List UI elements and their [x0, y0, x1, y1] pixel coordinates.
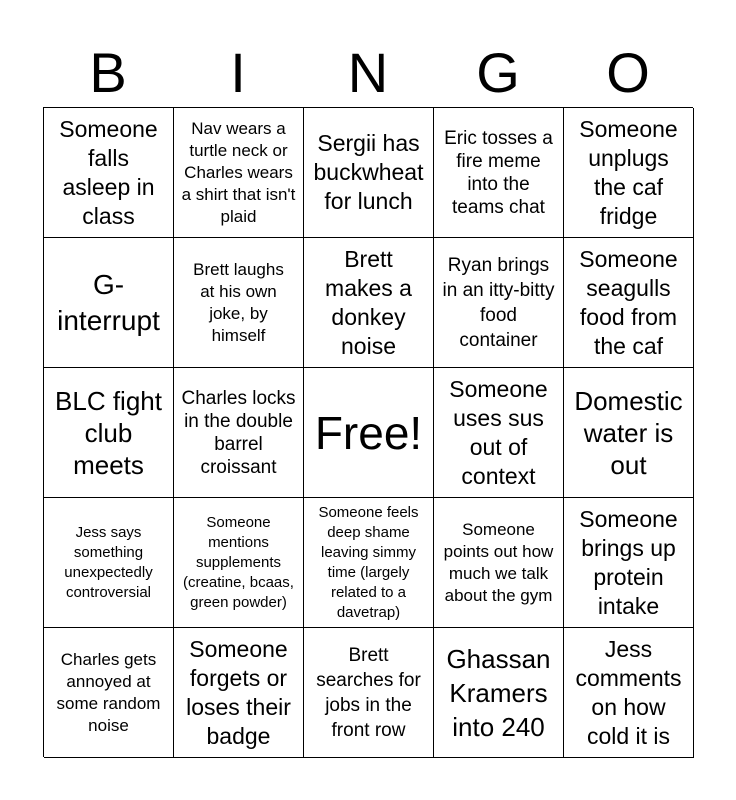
- bingo-cell[interactable]: [44, 368, 174, 498]
- cell-text: Someone falls asleep in class: [59, 115, 158, 229]
- cell-text: Jess says something unexpectedly controversial: [64, 523, 153, 601]
- bingo-cell[interactable]: [564, 368, 694, 498]
- cell-text: Domestic water is out: [574, 385, 683, 480]
- cell-text: Ryan brings in an itty-bitty food container: [442, 254, 555, 351]
- bingo-cell[interactable]: [564, 108, 694, 238]
- bingo-cell[interactable]: [44, 498, 174, 628]
- cell-text: Brett searches for jobs in the front row: [316, 644, 421, 741]
- cell-text: Someone unplugs the caf fridge: [579, 115, 678, 229]
- cell-text: Sergii has buckwheat for lunch: [313, 130, 424, 214]
- bingo-cell[interactable]: [564, 498, 694, 628]
- cell-text: Someone brings up protein intake: [579, 505, 678, 619]
- bingo-header: [43, 40, 693, 106]
- bingo-cell[interactable]: [564, 628, 694, 758]
- bingo-cell[interactable]: [564, 238, 694, 368]
- cell-text: Eric tosses a fire meme into the teams chat: [444, 127, 553, 218]
- cell-text: Brett makes a donkey noise: [325, 245, 412, 359]
- cell-text: G-interrupt: [57, 268, 160, 336]
- cell-text: Someone mentions supplements (creatine, bcaas, green powder): [183, 513, 294, 611]
- bingo-cell[interactable]: [434, 238, 564, 368]
- bingo-cell[interactable]: [44, 108, 174, 238]
- bingo-cell[interactable]: [434, 108, 564, 238]
- bingo-cell[interactable]: [174, 108, 304, 238]
- cell-text: Someone seagulls food from the caf: [579, 245, 678, 359]
- bingo-cell[interactable]: [174, 238, 304, 368]
- header-letter-b: B: [89, 41, 127, 104]
- bingo-cell[interactable]: [44, 628, 174, 758]
- cell-text: Free!: [314, 406, 423, 459]
- free-space[interactable]: [304, 368, 434, 498]
- bingo-cell[interactable]: [304, 628, 434, 758]
- cell-text: Someone forgets or loses their badge: [186, 635, 291, 749]
- cell-text: Jess comments on how cold it is: [575, 635, 682, 749]
- bingo-cell[interactable]: [304, 238, 434, 368]
- bingo-cell[interactable]: [434, 368, 564, 498]
- bingo-cell[interactable]: [174, 498, 304, 628]
- header-letter-o: O: [606, 41, 650, 104]
- bingo-cell[interactable]: [304, 498, 434, 628]
- bingo-cell[interactable]: [174, 368, 304, 498]
- bingo-cell[interactable]: [434, 628, 564, 758]
- cell-text: Someone feels deep shame leaving simmy time (largely related to a davetrap): [318, 503, 419, 621]
- header-letter-n: N: [347, 41, 389, 104]
- cell-text: Ghassan Kramers into 240: [446, 643, 551, 742]
- cell-text: Nav wears a turtle neck or Charles wears a shirt that isn't plaid: [181, 118, 296, 226]
- cell-text: Charles locks in the double barrel croissant: [181, 387, 296, 478]
- header-letter-i: I: [230, 41, 246, 104]
- cell-text: Someone points out how much we talk about the gym: [443, 519, 554, 605]
- bingo-cell[interactable]: [304, 108, 434, 238]
- bingo-cell[interactable]: [434, 498, 564, 628]
- bingo-board: [43, 107, 693, 757]
- bingo-cell[interactable]: [44, 238, 174, 368]
- bingo-cell[interactable]: [174, 628, 304, 758]
- cell-text: BLC fight club meets: [55, 385, 162, 480]
- cell-text: Someone uses sus out of context: [449, 375, 548, 489]
- header-letter-g: G: [476, 41, 520, 104]
- cell-text: Brett laughs at his own joke, by himself: [193, 259, 284, 345]
- cell-text: Charles gets annoyed at some random noise: [56, 649, 161, 735]
